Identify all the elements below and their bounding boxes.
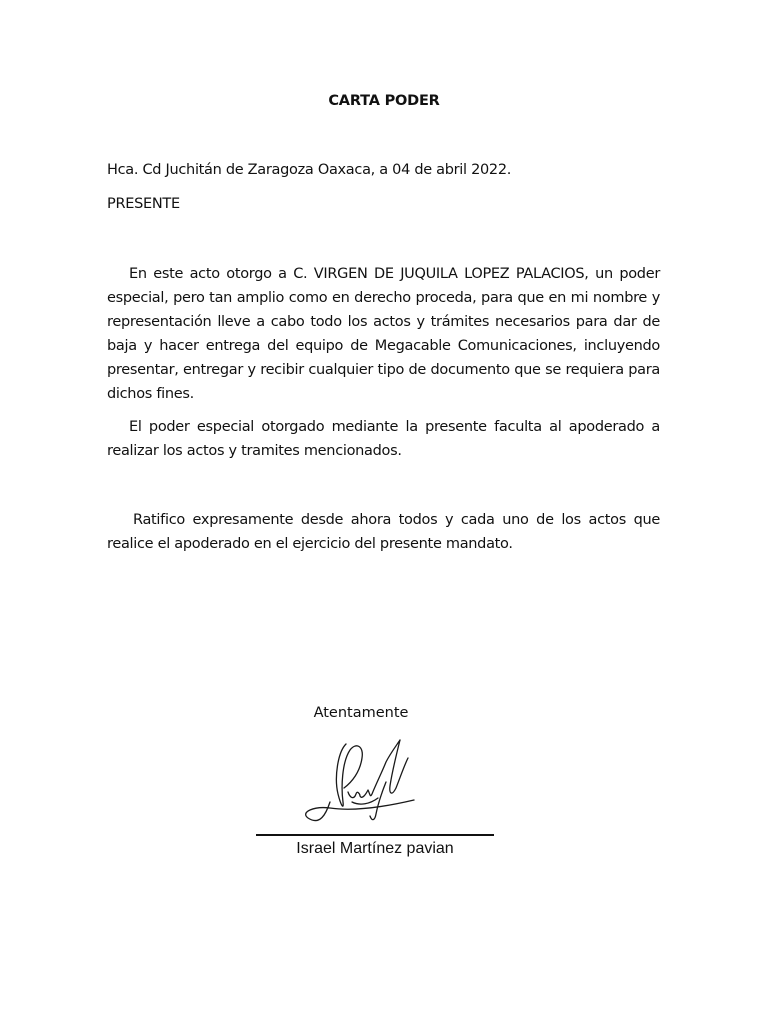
signer-name: Israel Martínez pavian	[296, 840, 454, 857]
paragraph-grant	[107, 262, 660, 406]
paragraph-faculty	[107, 415, 660, 463]
closing: Atentamente	[313, 705, 409, 721]
document-title: CARTA PODER	[328, 93, 440, 109]
paragraph-text: Ratifico expresamente desde ahora todos y cada uno de los actos que realice el apoderado en el ejercicio del presente mandato.	[107, 512, 660, 552]
handwritten-signature	[300, 732, 430, 832]
paragraph-ratify	[107, 508, 660, 556]
paragraph-text: En este acto otorgo a C. VIRGEN DE JUQUILA LOPEZ PALACIOS, un poder especial, pero tan amplio como en derecho proceda, para que en mi nombre y representación lleve a cabo todo los actos y trámites necesarios para dar de baja y hacer entrega del equipo de Megacable Comunicaciones, incluyendo presentar, entregar y recibir cualquier tipo de documento que se requiera para dichos fines.	[107, 266, 660, 402]
salutation: PRESENTE	[107, 196, 180, 212]
signature-line	[256, 834, 494, 836]
paragraph-text: El poder especial otorgado mediante la presente faculta al apoderado a realizar los actos y tramites mencionados.	[107, 419, 660, 459]
place-date: Hca. Cd Juchitán de Zaragoza Oaxaca, a 04 de abril 2022.	[107, 162, 512, 178]
